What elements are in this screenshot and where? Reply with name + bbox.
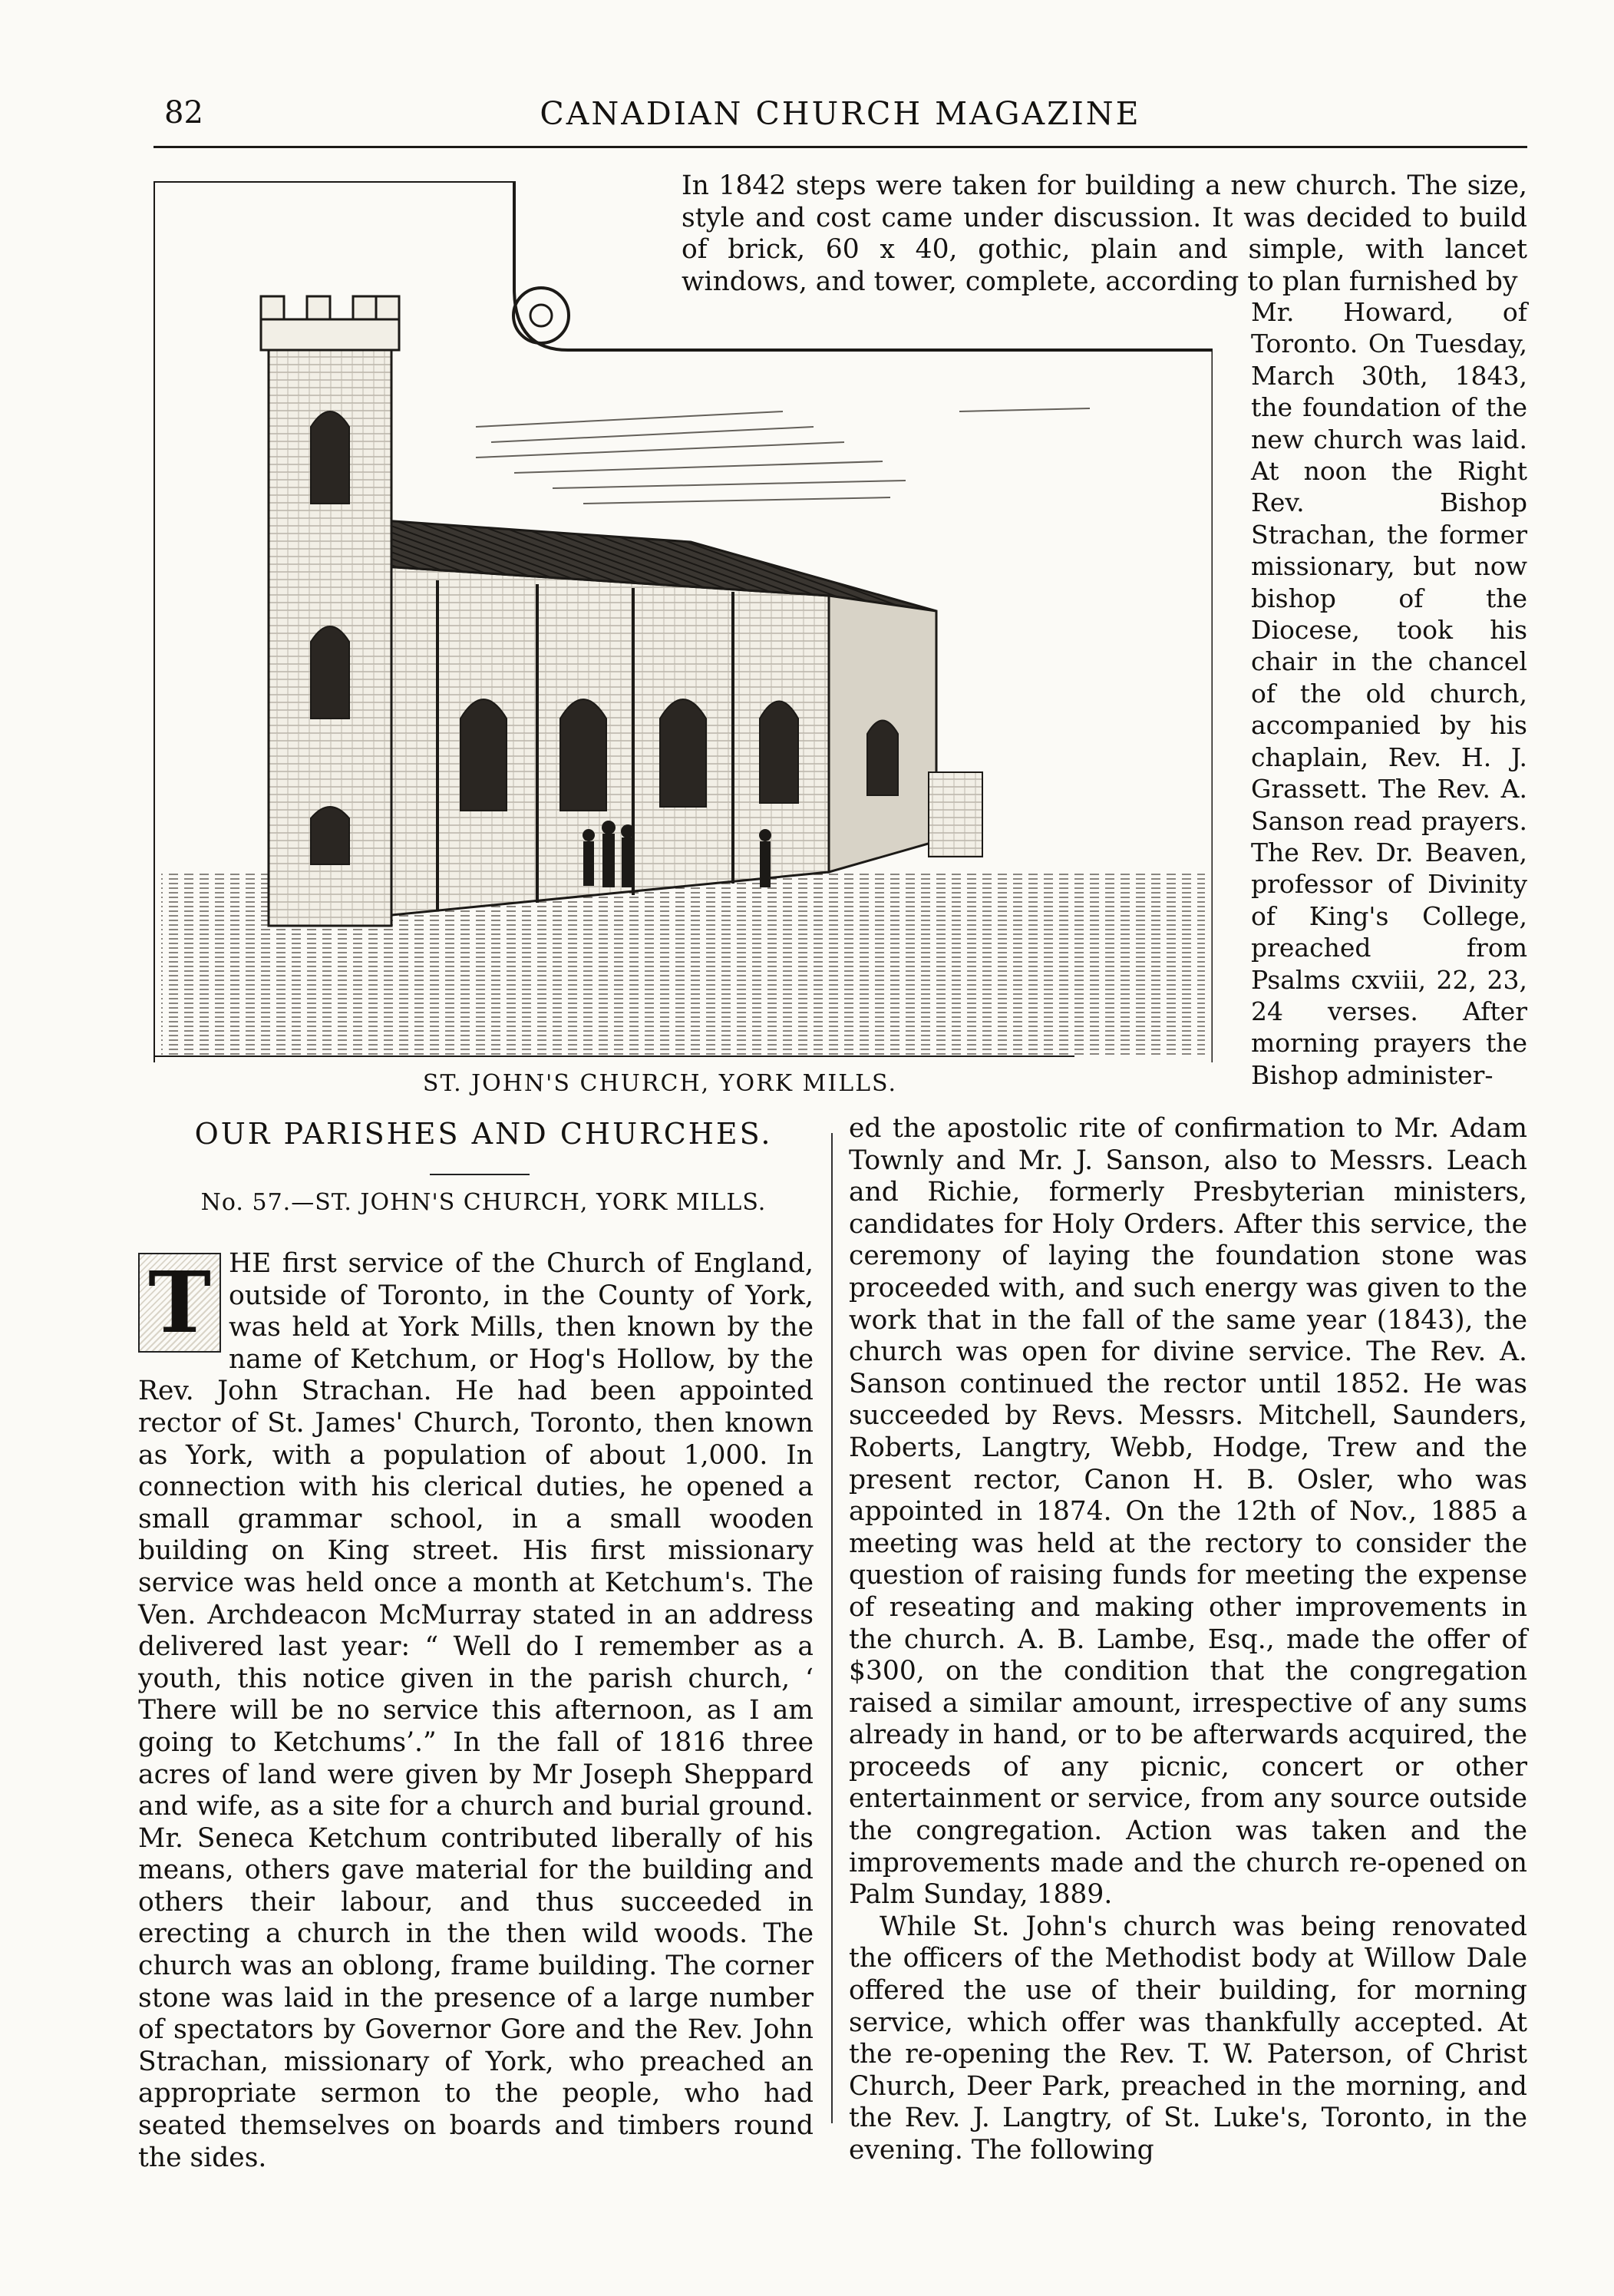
section-subtitle: No. 57.—ST. JOHN'S CHURCH, YORK MILLS. — [200, 1189, 767, 1216]
right-column-paragraph-2: While St. John's church was being renovated the officers of the Methodist body at Willow Dale offered the use of their building, for morning service, which offer was thankfully accepted. At the re-opening the Rev. T. W. Paterson, of Christ Church, Deer Park, preached in the morning, and the Rev. J. Langtry, of St. Luke's, Toronto, in the evening. The following — [849, 1911, 1527, 2166]
left-column-text: HE first service of the Church of England, outside of Toronto, in the County of York, was held at York Mills, then known by the name of Ketchum, or Hog's Hollow, by the Rev. John Strachan. He had been appointed rector of St. James' Church, Toronto, then known as York, with a population of about 1,000. In connection with his clerical duties, he opened a small grammar school, in a small wooden building on King street. His first missionary service was held once a month at Ketchum's. The Ven. Archdeacon McMurray stated in an address delivered last year: “ Well do I remember as a youth, this notice given in the parish church, ‘ There will be no service this afternoon, as I am going to Ketchums’.” In the fall of 1816 three acres of land were given by Mr Joseph Sheppard and wife, as a site for a church and burial ground. Mr. Seneca Ketchum contributed liberally of his means, others gave material for the building and others their labour, and thus succeeded in erecting a church in the then wild woods. The church was an oblong, frame building. The corner stone was laid in the presence of a large number of spectators by Governor Gore and the Rev. John Strachan, missionary of York, who preached an appropriate sermon to the people, who had seated themselves on boards and timbers round the sides. — [138, 1248, 814, 2173]
church-illustration — [153, 181, 1213, 1062]
section-title: OUR PARISHES AND CHURCHES. — [194, 1117, 773, 1151]
drop-cap: T — [138, 1253, 221, 1353]
ornament-scroll — [513, 288, 569, 343]
page-header — [153, 95, 1527, 149]
illustration-caption: ST. JOHN'S CHURCH, YORK MILLS. — [422, 1070, 898, 1097]
header-rule — [153, 146, 1527, 148]
section-rule — [430, 1174, 530, 1175]
right-column-paragraph-1: ed the apostolic rite of confirmation to Mr. Adam Townly and Mr. J. Sanson, also to Messrs. Leach and Richie, formerly Presbyterian ministers, candidates for Holy Orders. After this service, the ceremony of laying the foundation stone was proceeded with, and such energy was given to the work that in the fall of the same year (1843), the church was open for divine service. The Rev. A. Sanson continued the rector until 1852. He was succeeded by Revs. Messrs. Mitchell, Saunders, Roberts, Langtry, Webb, Hodge, Trew and the present rector, Canon H. B. Osler, who was appointed in 1874. On the 12th of Nov., 1885 a meeting was held at the rectory to consider the question of raising funds for meeting the expense of reseating and making other improvements in the church. A. B. Lambe, Esq., made the offer of $300, on the condition that the congregation raised a similar amount, irrespective of any sums already in hand, or to be afterwards acquired, the proceeds of any picnic, concert or other entertainment or service, from any source outside the congregation. Action was taken and the improvements made and the church re-opened on Palm Sunday, 1889. — [849, 1113, 1527, 1911]
narrow-paragraph: Mr. Howard, of Toronto. On Tuesday, March 30th, 1843, the foundation of the new church was laid. At noon the Right Rev. Bishop Strachan, the former missionary, but now bishop of the Diocese, took his chair in the chancel of the old church, accompanied by his chaplain, Rev. H. J. Grassett. The Rev. A. Sanson read prayers. The Rev. Dr. Beaven, professor of Divinity of King's College, preached from Psalms cxviii, 22, 23, 24 verses. After morning prayers the Bishop administer- — [1251, 297, 1527, 1090]
left-column — [138, 1248, 814, 2174]
column-divider — [831, 1133, 833, 2123]
running-title: CANADIAN CHURCH MAGAZINE — [540, 95, 1141, 132]
right-column — [849, 1113, 1527, 2167]
top-paragraph: In 1842 steps were taken for building a new church. The size, style and cost came under discussion. It was decided to build of brick, 60 x 40, gothic, plain and simple, with lancet windows, and tower, complete, according to plan furnished by — [682, 170, 1527, 297]
page-number: 82 — [164, 95, 203, 130]
